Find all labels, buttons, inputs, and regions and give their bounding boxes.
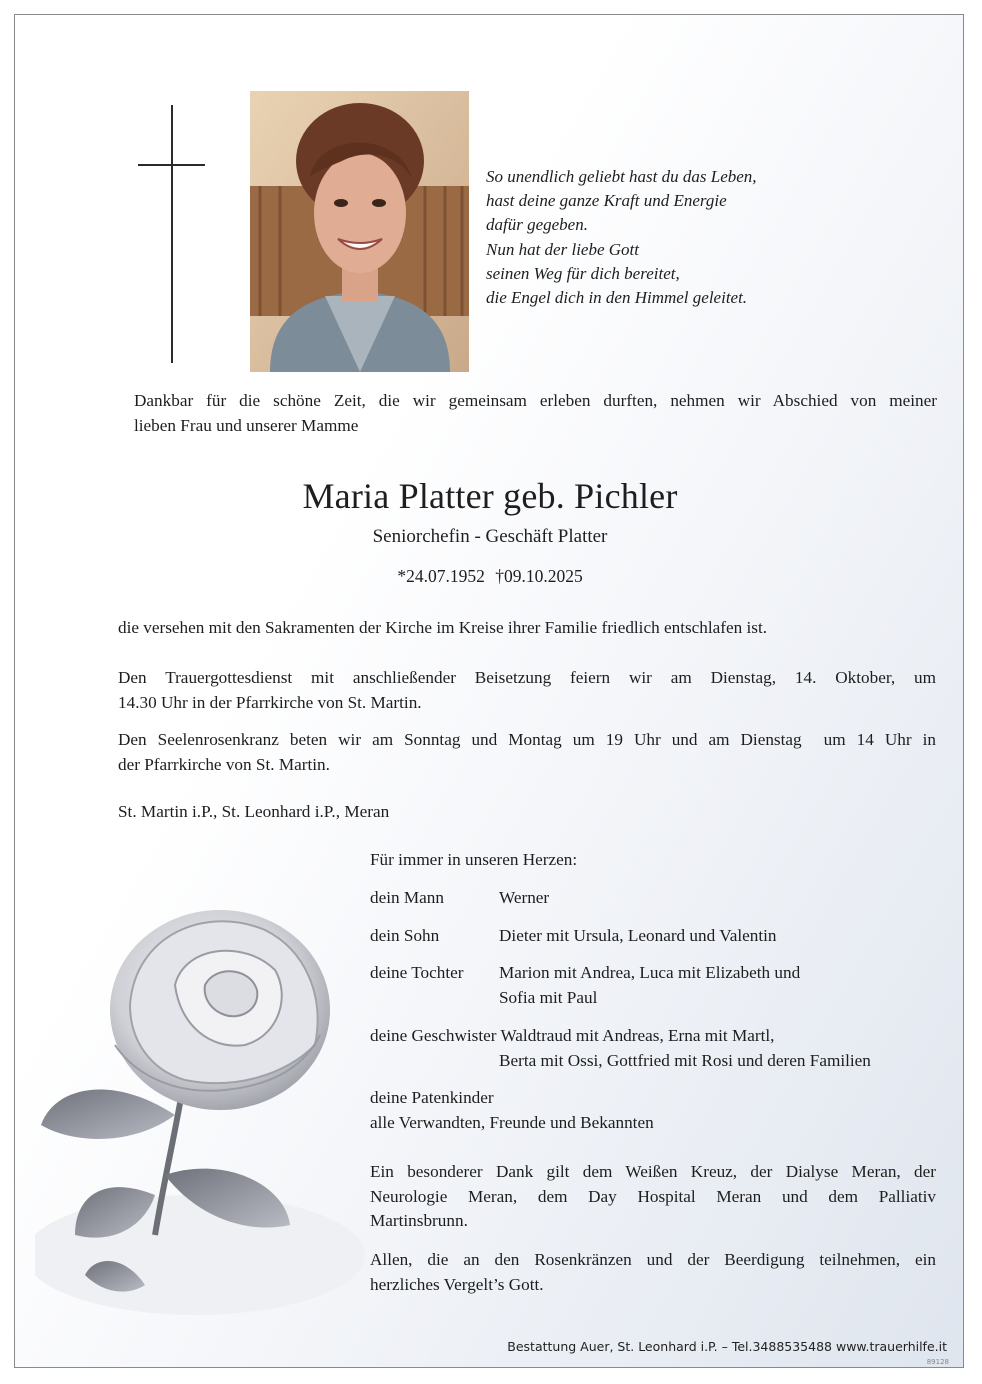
- poem-line: die Engel dich in den Himmel geleitet.: [486, 288, 748, 308]
- passed-text: die versehen mit den Sakramenten der Kirche im Kreise ihrer Familie friedlich entschlafen ist.: [118, 618, 768, 637]
- daughter-names: Marion mit Andrea, Luca mit Elizabeth und: [499, 963, 801, 982]
- poem-line: Nun hat der liebe Gott: [486, 239, 639, 259]
- siblings-line: deine Geschwister Waldtraud mit Andreas, Erna mit Martl,: [370, 1026, 775, 1045]
- cross-icon: [171, 105, 173, 363]
- son-label: dein Sohn: [370, 926, 440, 945]
- mourners-heading: Für immer in unseren Herzen:: [370, 850, 578, 869]
- rosary-paragraph: [118, 728, 936, 777]
- rose-illustration: [35, 875, 365, 1345]
- thanks-paragraph: [370, 1160, 936, 1234]
- deceased-name: Maria Platter geb. Pichler: [302, 476, 678, 516]
- husband-name: Werner: [499, 888, 550, 907]
- obituary-card: [14, 14, 964, 1368]
- godchildren-line: deine Patenkinder: [370, 1088, 494, 1107]
- intro-paragraph: [134, 389, 937, 438]
- deceased-title: Seniorchefin - Geschäft Platter: [372, 526, 608, 547]
- places-text: St. Martin i.P., St. Leonhard i.P., Meran: [118, 802, 390, 821]
- gratitude-line: Allen, die an den Rosenkränzen und der Beerdigung teilnehmen, ein: [370, 1250, 936, 1269]
- funeral-home-footer: Bestattung Auer, St. Leonhard i.P. – Tel.3488535488 www.trauerhilfe.it: [507, 1339, 947, 1354]
- poem: [486, 165, 906, 310]
- cross-icon-bar: [138, 164, 205, 166]
- intro-line: lieben Frau und unserer Mamme: [134, 415, 359, 435]
- poem-line: So unendlich geliebt hast du das Leben,: [486, 167, 757, 186]
- rosary-line: Den Seelenrosenkranz beten wir am Sonntag und Montag um 19 Uhr und am Dienstag um 14 Uhr in: [118, 730, 936, 749]
- funeral-paragraph: [118, 666, 936, 715]
- husband-label: dein Mann: [370, 888, 444, 907]
- rosary-line: der Pfarrkirche von St. Martin.: [118, 754, 330, 774]
- daughter-label: deine Tochter: [370, 963, 464, 982]
- print-code: 89128: [926, 1358, 949, 1366]
- son-names: Dieter mit Ursula, Leonard und Valentin: [499, 926, 777, 945]
- daughter-names-cont: Sofia mit Paul: [499, 988, 598, 1007]
- relatives-line: alle Verwandten, Freunde und Bekannten: [370, 1113, 654, 1132]
- portrait-image: [250, 91, 469, 372]
- life-dates: *24.07.1952 †09.10.2025: [397, 566, 583, 586]
- thanks-line: Neurologie Meran, dem Day Hospital Meran und dem Palliativ: [370, 1186, 936, 1206]
- gratitude-line: herzliches Vergelt’s Gott.: [370, 1274, 544, 1294]
- funeral-line: 14.30 Uhr in der Pfarrkirche von St. Martin.: [118, 692, 422, 712]
- intro-line: Dankbar für die schöne Zeit, die wir gemeinsam erleben durften, nehmen wir Abschied von meiner: [134, 391, 937, 410]
- funeral-line: Den Trauergottesdienst mit anschließender Beisetzung feiern wir am Dienstag, 14. Oktober, um: [118, 668, 936, 687]
- portrait-photo: [250, 91, 469, 372]
- poem-line: hast deine ganze Kraft und Energie: [486, 191, 727, 211]
- thanks-line: Martinsbrunn.: [370, 1211, 468, 1230]
- poem-line: seinen Weg für dich bereitet,: [486, 263, 680, 283]
- poem-line: dafür gegeben.: [486, 215, 588, 235]
- thanks-line: Ein besonderer Dank gilt dem Weißen Kreuz, der Dialyse Meran, der: [370, 1162, 936, 1181]
- rose-icon: [35, 875, 365, 1345]
- siblings-line-cont: Berta mit Ossi, Gottfried mit Rosi und deren Familien: [499, 1051, 871, 1070]
- gratitude-paragraph: [370, 1248, 936, 1297]
